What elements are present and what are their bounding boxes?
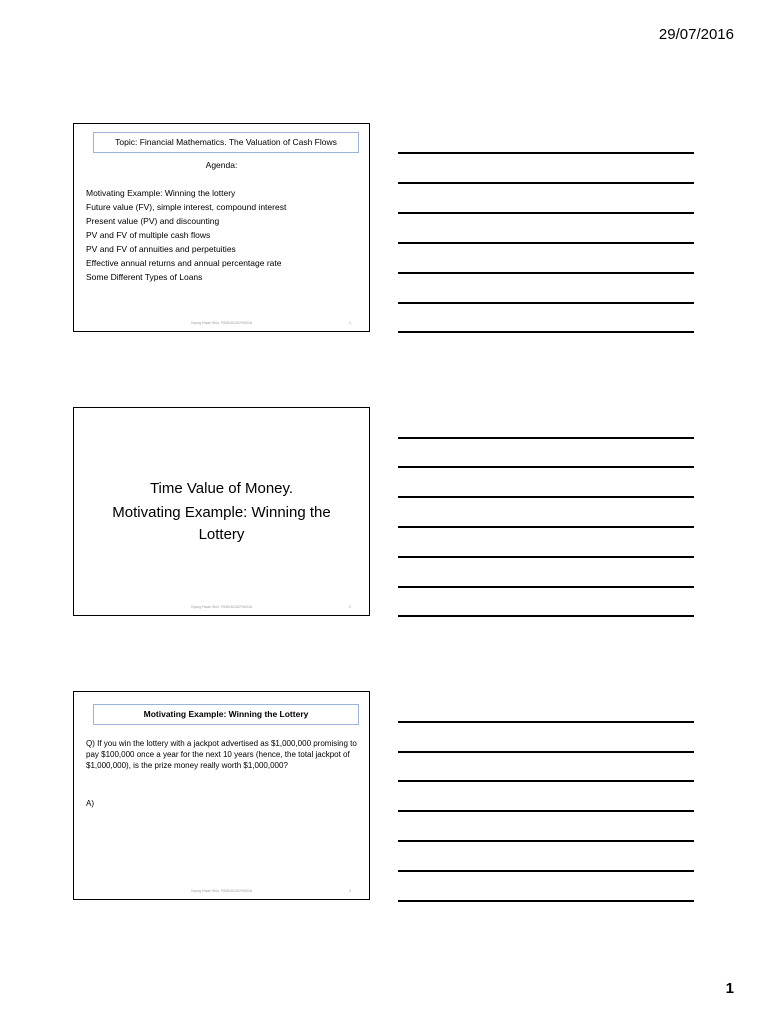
slide-1	[73, 123, 370, 332]
note-line	[398, 810, 694, 812]
note-line	[398, 272, 694, 274]
note-line	[398, 526, 694, 528]
slide-2-title-line2: Motivating Example: Winning the Lottery	[112, 504, 331, 543]
note-line	[398, 840, 694, 842]
slide-2-title	[74, 478, 369, 546]
slide-2-number: 2	[349, 605, 351, 609]
note-line	[398, 586, 694, 588]
note-line	[398, 212, 694, 214]
slide-3-footer: Kyung Hwan Shin, FINS1613S2%2016	[191, 889, 252, 893]
slide-1-number: 1	[349, 321, 351, 325]
note-line	[398, 721, 694, 723]
agenda-item: Motivating Example: Winning the lottery	[86, 188, 236, 198]
note-line	[398, 302, 694, 304]
slide-3-number: 3	[349, 889, 351, 893]
slide-3	[73, 691, 370, 900]
agenda-item: Future value (FV), simple interest, compound interest	[86, 202, 287, 212]
note-line	[398, 437, 694, 439]
slide-1-footer: Kyung Hwan Shin, FINS1613S2%2016	[191, 321, 252, 325]
note-line	[398, 780, 694, 782]
note-line	[398, 751, 694, 753]
note-line	[398, 331, 694, 333]
note-line	[398, 615, 694, 617]
handout-date: 29/07/2016	[658, 26, 734, 43]
slide-3-answer: A)	[86, 799, 94, 808]
note-line	[398, 556, 694, 558]
agenda-item: Present value (PV) and discounting	[86, 216, 220, 226]
slide-3-question: Q) If you win the lottery with a jackpot advertised as $1,000,000 promising to pay $100,000 once a year for the next 10 years (hence, the total jackpot of $1,000,000), is the prize money really worth $1,000,000?	[86, 739, 357, 770]
agenda-item: Some Different Types of Loans	[86, 272, 203, 282]
agenda-item: PV and FV of annuities and perpetuities	[86, 244, 236, 254]
note-line	[398, 242, 694, 244]
note-line	[398, 870, 694, 872]
slide-2-footer: Kyung Hwan Shin, FINS1613S2%2016	[191, 605, 252, 609]
agenda-item: Effective annual returns and annual percentage rate	[86, 258, 282, 268]
agenda-list	[86, 186, 286, 284]
note-line	[398, 152, 694, 154]
agenda-title: Agenda:	[205, 160, 238, 170]
slide-3-title: Motivating Example: Winning the Lottery	[93, 704, 359, 725]
slide-1-topic: Topic: Financial Mathematics. The Valuation of Cash Flows	[93, 132, 359, 153]
note-line	[398, 900, 694, 902]
page-number: 1	[725, 980, 734, 997]
slide-2	[73, 407, 370, 616]
slide-2-title-line1: Time Value of Money.	[149, 480, 294, 497]
note-line	[398, 496, 694, 498]
note-line	[398, 182, 694, 184]
agenda-item: PV and FV of multiple cash flows	[86, 230, 211, 240]
note-line	[398, 466, 694, 468]
